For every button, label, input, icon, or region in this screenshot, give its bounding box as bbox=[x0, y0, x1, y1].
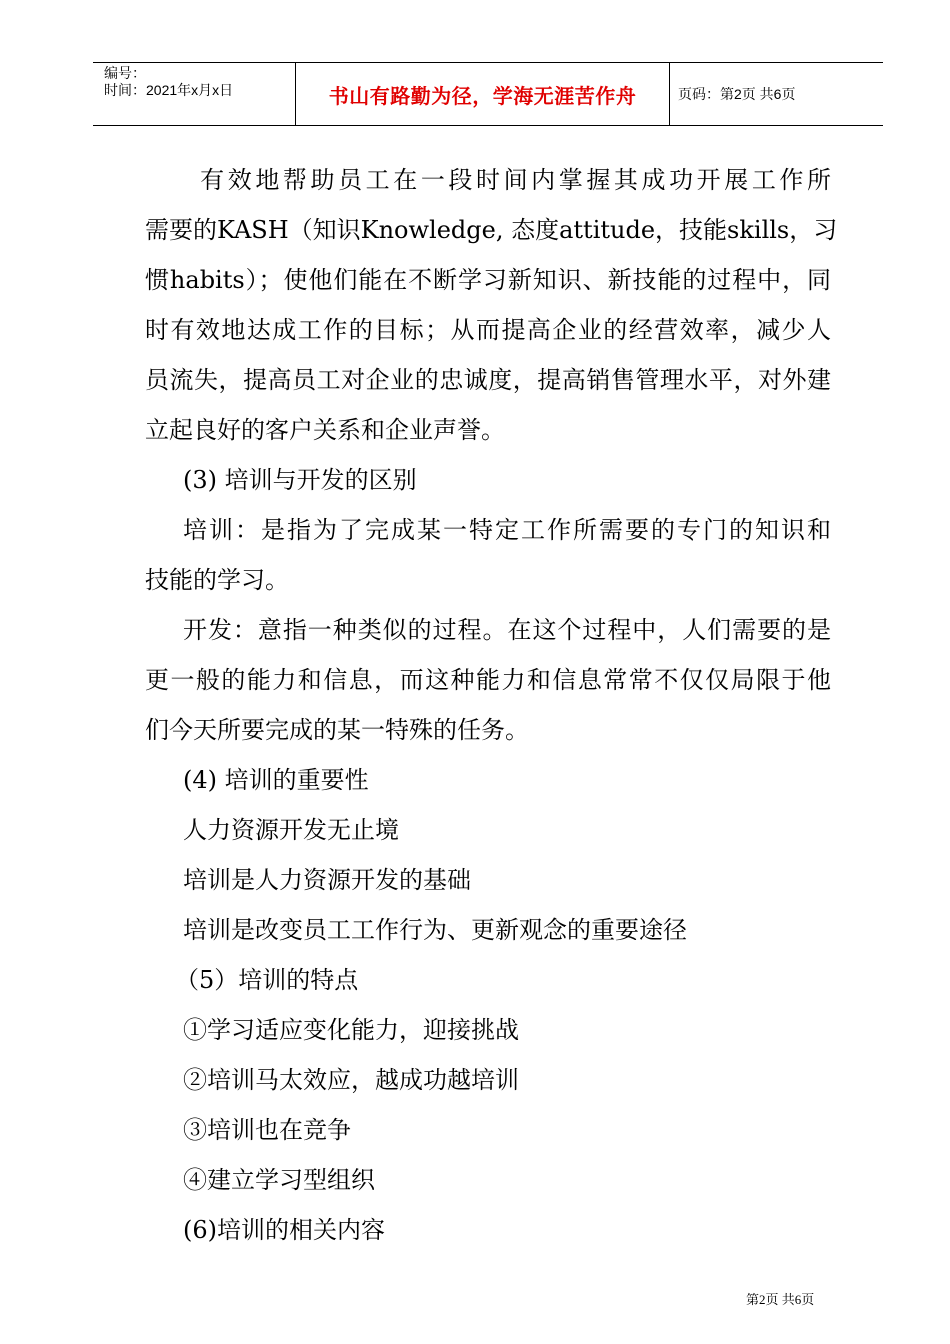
section-heading: (6)培训的相关内容 bbox=[183, 1216, 385, 1244]
header-page-info: 页码：第2页 共6页 bbox=[678, 86, 796, 102]
section-heading: （5）培训的特点 bbox=[175, 966, 359, 994]
paragraph-line: 技能的学习。 bbox=[145, 566, 289, 594]
list-item: ④建立学习型组织 bbox=[183, 1166, 375, 1194]
list-item: ①学习适应变化能力，迎接挑战 bbox=[183, 1016, 519, 1044]
paragraph-line: 需要的KASH（知识Knowledge, 态度attitude，技能skills，习 bbox=[145, 216, 838, 244]
list-item: ②培训马太效应，越成功越培训 bbox=[183, 1066, 519, 1094]
paragraph-line: 有效地帮助员工在一段时间内掌握其成功开展工作所 bbox=[145, 166, 831, 194]
header-motto: 书山有路勤为径，学海无涯苦作舟 bbox=[328, 83, 637, 108]
header-meta bbox=[93, 63, 295, 125]
paragraph-line: 更一般的能力和信息，而这种能力和信息常常不仅仅局限于他 bbox=[145, 666, 831, 694]
section-heading: (3) 培训与开发的区别 bbox=[183, 466, 417, 494]
paragraph-line: 们今天所要完成的某一特殊的任务。 bbox=[145, 716, 529, 744]
header-motto-cell bbox=[295, 63, 670, 125]
page-header bbox=[93, 62, 883, 126]
paragraph-line: 员流失，提高员工对企业的忠诚度，提高销售管理水平，对外建 bbox=[145, 366, 831, 394]
paragraph-line: 培训：是指为了完成某一特定工作所需要的专门的知识和 bbox=[183, 516, 831, 544]
paragraph-line: 开发：意指一种类似的过程。在这个过程中，人们需要的是 bbox=[183, 616, 831, 644]
paragraph-line: 惯habits）；使他们能在不断学习新知识、新技能的过程中，同 bbox=[145, 266, 831, 294]
list-item: 培训是人力资源开发的基础 bbox=[183, 866, 471, 894]
time-label: 时间：2021年x月x日 bbox=[104, 82, 234, 98]
list-item: 培训是改变员工工作行为、更新观念的重要途径 bbox=[183, 916, 687, 944]
number-label: 编号： bbox=[104, 65, 146, 81]
page-footer: 第2页 共6页 bbox=[746, 1292, 815, 1307]
paragraph-line: 立起良好的客户关系和企业声誉。 bbox=[145, 416, 505, 444]
list-item: 人力资源开发无止境 bbox=[183, 816, 399, 844]
section-heading: (4) 培训的重要性 bbox=[183, 766, 369, 794]
paragraph-line: 时有效地达成工作的目标；从而提高企业的经营效率，减少人 bbox=[145, 316, 831, 344]
list-item: ③培训也在竞争 bbox=[183, 1116, 351, 1144]
